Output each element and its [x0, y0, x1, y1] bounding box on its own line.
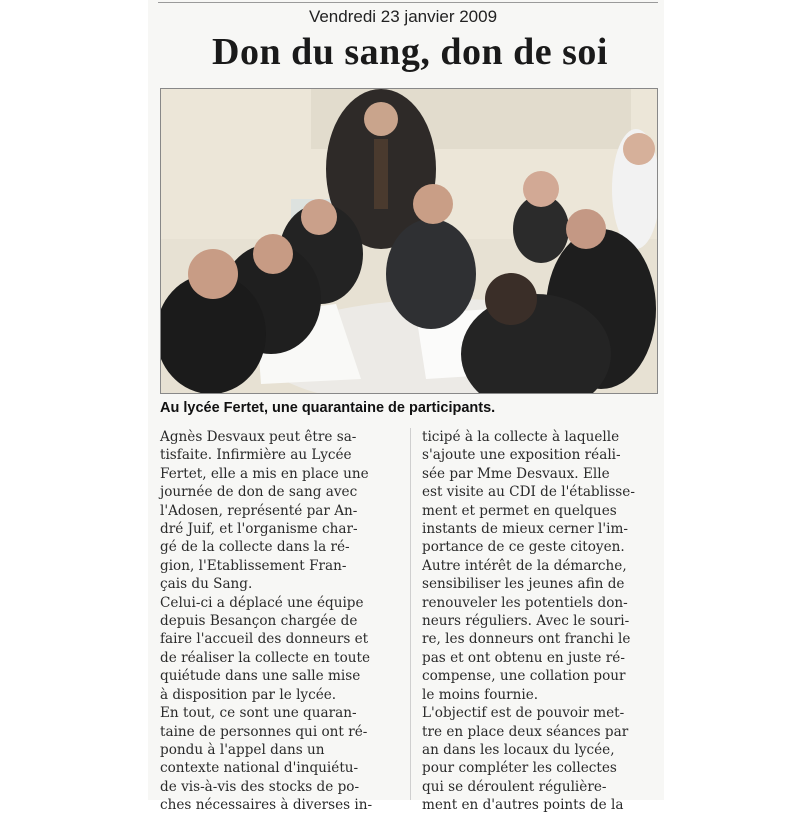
body-line: tre en place deux séances par	[422, 723, 629, 740]
body-line: pas et ont obtenu en juste ré-	[422, 649, 625, 666]
body-line: tisfaite. Infirmière au Lycée	[160, 447, 352, 464]
body-line: gé de la collecte dans la ré-	[160, 539, 350, 556]
body-line: an dans les locaux du lycée,	[422, 741, 615, 758]
article-column-left	[160, 428, 398, 815]
article-headline: Don du sang, don de soi	[212, 31, 608, 73]
body-line: pondu à l'appel dans un	[160, 741, 325, 758]
article-column-right	[422, 428, 660, 815]
body-line: taine de personnes qui ont ré-	[160, 723, 368, 740]
photo-caption: Au lycée Fertet, une quarantaine de participants.	[160, 400, 496, 416]
body-line: est visite au CDI de l'établisse-	[422, 484, 635, 501]
body-line: ches nécessaires à diverses in-	[160, 797, 373, 814]
body-line: s'ajoute une exposition réali-	[422, 447, 621, 464]
column-divider	[410, 428, 411, 800]
body-line: Agnès Desvaux peut être sa-	[160, 429, 357, 445]
body-line: ment et permet en quelques	[422, 502, 617, 519]
group-photo-illustration	[161, 89, 657, 393]
body-line: L'objectif est de pouvoir met-	[422, 705, 625, 722]
body-line: portance de ce geste citoyen.	[422, 539, 625, 556]
body-line: Fertet, elle a mis en place une	[160, 465, 369, 482]
body-line: de réaliser la collecte en toute	[160, 649, 371, 666]
article-date: Vendredi 23 janvier 2009	[308, 7, 498, 26]
body-line: qui se déroulent régulière-	[422, 778, 607, 795]
body-line: En tout, ce sont une quaran-	[160, 705, 357, 722]
body-line: Autre intérêt de la démarche,	[422, 557, 627, 574]
top-rule	[158, 2, 658, 3]
body-line: l'Adosen, représenté par An-	[160, 502, 358, 519]
body-line: quiétude dans une salle mise	[160, 668, 361, 685]
body-line: çais du Sang.	[160, 576, 253, 593]
body-line: compense, une collation pour	[422, 668, 626, 685]
body-line: Celui-ci a déplacé une équipe	[160, 594, 364, 611]
body-line: de vis-à-vis des stocks de po-	[160, 778, 360, 795]
body-line: ment en d'autres points de la	[422, 797, 624, 814]
body-line: neurs réguliers. Avec le souri-	[422, 613, 630, 630]
body-line: contexte national d'inquiétu-	[160, 760, 359, 777]
body-line: sée par Mme Desvaux. Elle	[422, 465, 610, 482]
body-line: le moins fournie.	[422, 686, 539, 703]
body-line: instants de mieux cerner l'im-	[422, 521, 628, 538]
body-line: à disposition par le lycée.	[160, 686, 337, 703]
body-line: journée de don de sang avec	[160, 484, 358, 501]
body-line: gion, l'Etablissement Fran-	[160, 557, 347, 574]
body-line: pour compléter les collectes	[422, 760, 617, 777]
body-line: re, les donneurs ont franchi le	[422, 631, 631, 648]
body-line: dré Juif, et l'organisme char-	[160, 521, 358, 538]
body-line: sensibiliser les jeunes afin de	[422, 576, 625, 593]
body-line: ticipé à la collecte à laquelle	[422, 429, 620, 445]
body-line: depuis Besançon chargée de	[160, 613, 358, 630]
body-line: renouveler les potentiels don-	[422, 594, 628, 611]
body-line: faire l'accueil des donneurs et	[160, 631, 369, 648]
article-photo	[160, 88, 658, 394]
